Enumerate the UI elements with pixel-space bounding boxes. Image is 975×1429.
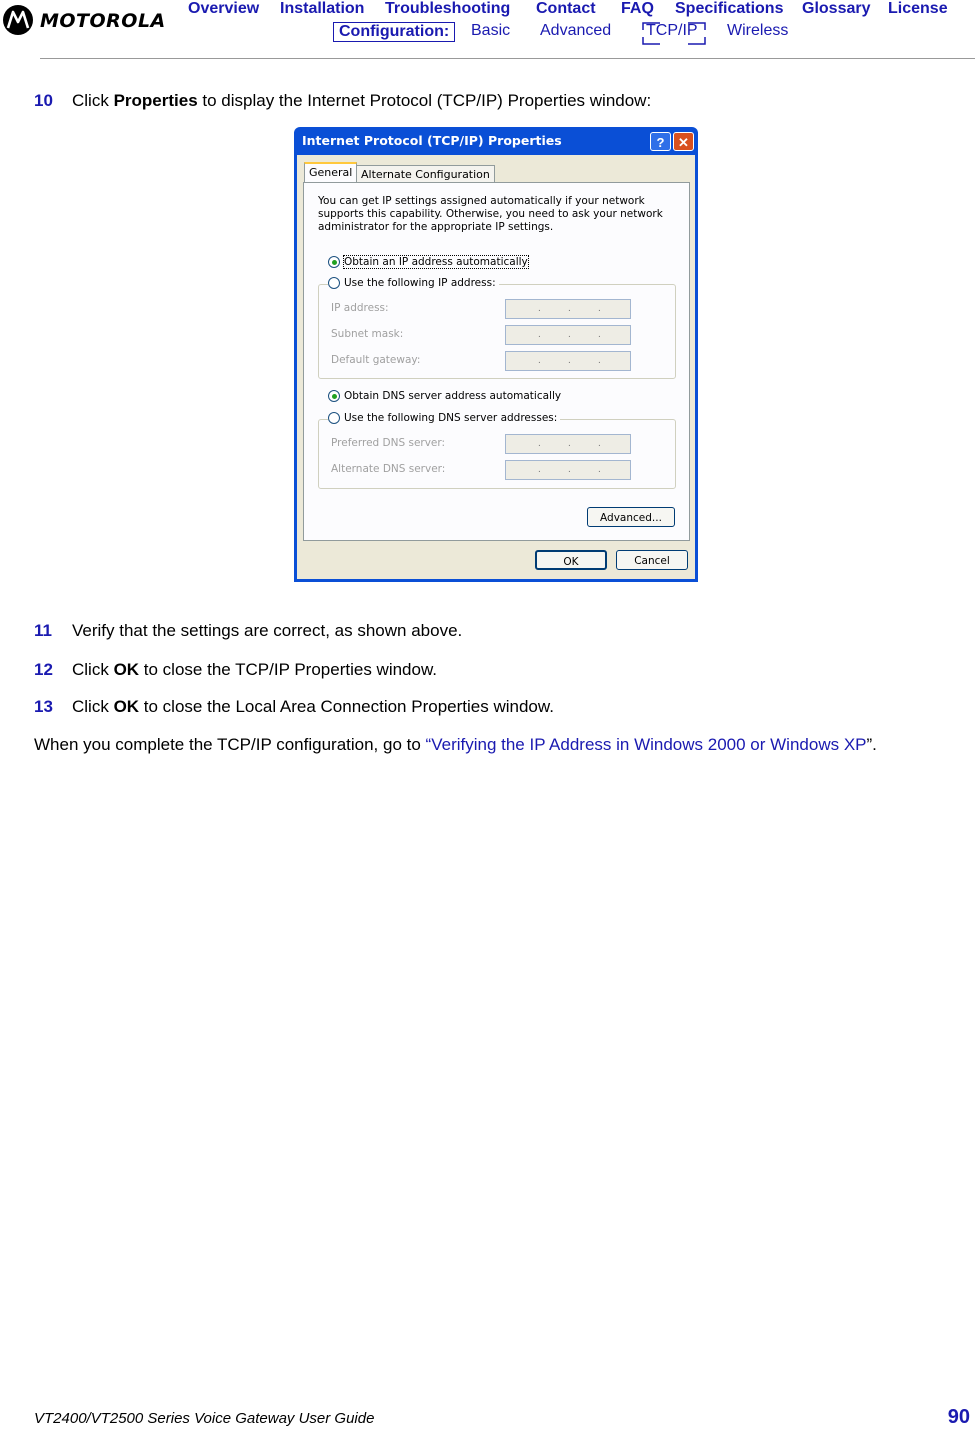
- step-number: 10: [34, 91, 53, 110]
- preferred-dns-input[interactable]: . . .: [505, 434, 631, 454]
- close-icon[interactable]: ✕: [673, 132, 694, 151]
- radio-selected-icon: [328, 390, 340, 402]
- nav-glossary[interactable]: Glossary: [802, 0, 871, 17]
- step-12: 12 Click OK to close the TCP/IP Properties window.: [34, 660, 438, 679]
- default-gateway-label: Default gateway:: [331, 354, 421, 366]
- ok-keyword: OK: [113, 697, 140, 716]
- nav-tcpip[interactable]: TCP/IP: [646, 22, 698, 39]
- nav-specifications[interactable]: Specifications: [675, 0, 784, 17]
- current-page-bracket: [642, 22, 706, 45]
- radio-unselected-icon: [328, 277, 340, 289]
- tab-general[interactable]: General: [304, 162, 357, 182]
- nav-advanced[interactable]: Advanced: [540, 22, 612, 39]
- subnet-mask-label: Subnet mask:: [331, 328, 404, 340]
- step-13: 13 Click OK to close the Local Area Connection Properties window.: [34, 697, 554, 716]
- default-gateway-input[interactable]: . . .: [505, 351, 631, 371]
- header-divider: [40, 58, 975, 59]
- nav-basic[interactable]: Basic: [471, 22, 511, 39]
- closing-paragraph: When you complete the TCP/IP configuration, go to “Verifying the IP Address in Windows 2000 or Windows XP”.: [34, 735, 877, 754]
- nav-configuration[interactable]: Configuration:: [333, 22, 455, 42]
- ip-address-group: [318, 284, 676, 379]
- ip-address-input[interactable]: . . .: [505, 299, 631, 319]
- step-11: 11 Verify that the settings are correct, as shown above.: [34, 621, 463, 640]
- step-10: 10 Click Properties to display the Internet Protocol (TCP/IP) Properties window:: [34, 91, 652, 110]
- tcpip-properties-dialog: [294, 127, 698, 582]
- settings-description: You can get IP settings assigned automatically if your network supports this capability. Otherwise, you need to ask your network administrator for the appropriate IP settings.: [318, 195, 663, 233]
- page-number: 90: [947, 1406, 970, 1428]
- ip-address-label: IP address:: [331, 302, 389, 314]
- alternate-dns-input[interactable]: . . .: [505, 460, 631, 480]
- radio-use-following-ip[interactable]: Use the following IP address:: [328, 277, 499, 289]
- preferred-dns-label: Preferred DNS server:: [331, 437, 446, 449]
- radio-selected-icon: [328, 256, 340, 268]
- nav-overview[interactable]: Overview: [188, 0, 260, 17]
- ok-keyword: OK: [113, 660, 140, 679]
- nav-installation[interactable]: Installation: [280, 0, 365, 17]
- document-title: VT2400/VT2500 Series Voice Gateway User Guide: [34, 1410, 375, 1427]
- nav-license[interactable]: License: [888, 0, 948, 17]
- subnet-mask-input[interactable]: . . .: [505, 325, 631, 345]
- radio-use-following-dns[interactable]: Use the following DNS server addresses:: [328, 412, 560, 424]
- motorola-wordmark: MOTOROLA: [40, 10, 166, 32]
- dialog-title: Internet Protocol (TCP/IP) Properties: [302, 133, 562, 148]
- nav-wireless[interactable]: Wireless: [727, 22, 789, 39]
- tab-alternate-configuration[interactable]: Alternate Configuration: [356, 165, 495, 182]
- step-number: 11: [34, 621, 52, 640]
- alternate-dns-label: Alternate DNS server:: [331, 463, 446, 475]
- dns-server-group: [318, 419, 676, 489]
- verifying-ip-link[interactable]: “Verifying the IP Address in Windows 2000 or Windows XP: [425, 735, 867, 754]
- motorola-logo: [0, 0, 180, 40]
- step-number: 13: [34, 697, 53, 716]
- radio-unselected-icon: [328, 412, 340, 424]
- step-number: 12: [34, 660, 53, 679]
- properties-keyword: Properties: [113, 91, 198, 110]
- radio-obtain-dns-auto[interactable]: Obtain DNS server address automatically: [328, 390, 561, 402]
- motorola-batwing-icon: [2, 4, 34, 36]
- help-icon[interactable]: ?: [650, 132, 671, 151]
- advanced-button[interactable]: Advanced...: [587, 507, 675, 527]
- nav-troubleshooting[interactable]: Troubleshooting: [385, 0, 511, 17]
- ok-button[interactable]: OK: [535, 550, 607, 570]
- radio-obtain-ip-auto[interactable]: Obtain an IP address automatically: [328, 256, 528, 268]
- general-tab-panel: [303, 182, 690, 541]
- nav-faq[interactable]: FAQ: [621, 0, 654, 17]
- nav-contact[interactable]: Contact: [536, 0, 596, 17]
- dialog-body: [297, 155, 695, 579]
- cancel-button[interactable]: Cancel: [616, 550, 688, 570]
